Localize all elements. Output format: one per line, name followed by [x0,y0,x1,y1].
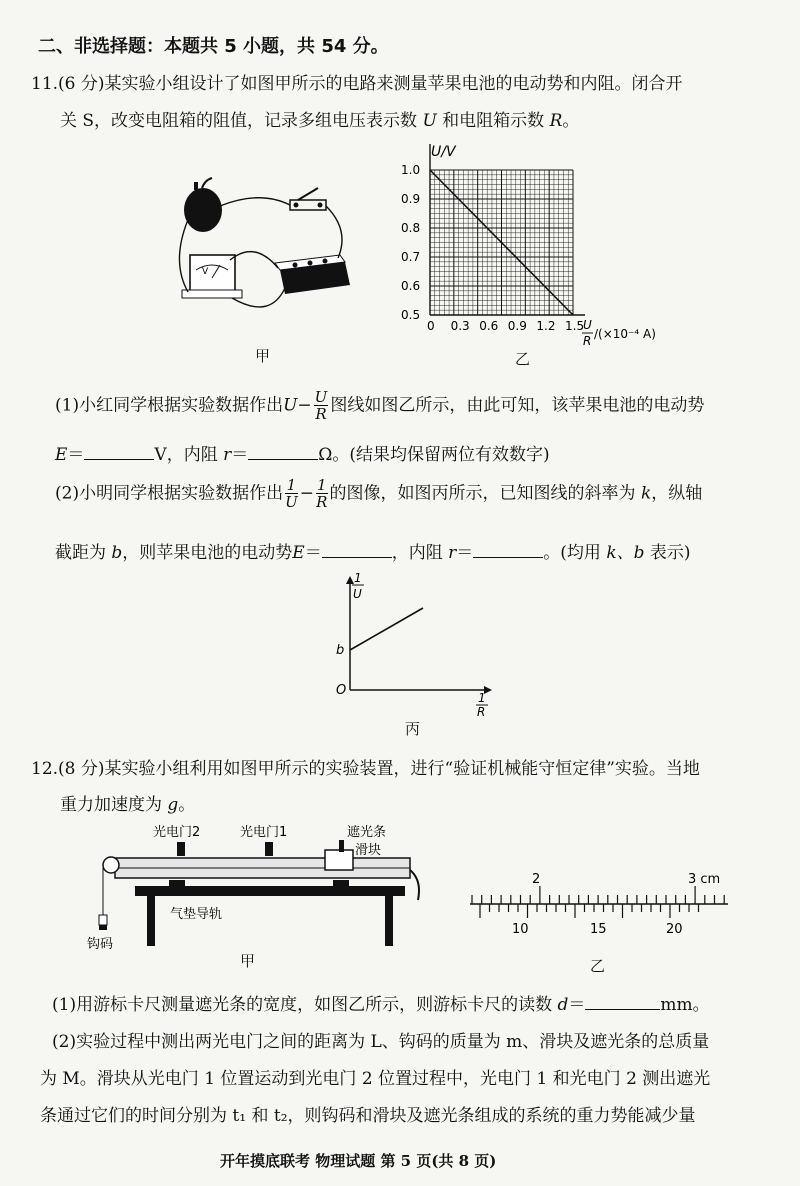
slider-block [325,850,353,870]
q11-p1-fraction [314,390,329,422]
resistance-box-icon [275,255,350,294]
section-heading: 二、非选择题：本题共 5 小题，共 54 分。 [38,36,389,57]
q11-p2-E: E [292,543,305,563]
label-slider: 滑块 [355,843,382,858]
fig11-bing-caption: 丙 [405,720,421,738]
photogate-2-icon [177,842,185,856]
q11-p2-bvar: b [111,543,123,563]
q12-stem-text: 某实验小组利用如图甲所示的实验装置，进行“验证机械能守恒定律”实验。当地 [104,759,700,779]
inverse-graph-figure [320,568,500,718]
q12-p1-a: (1)用游标卡尺测量遮光条的宽度，如图乙所示，则游标卡尺的读数 [52,995,558,1015]
q11-stem-a: 关 S，改变电阻箱的阻值，记录多组电压表示数 [60,111,423,131]
q12-part1 [52,990,800,1015]
main-scale-ticks [472,886,724,904]
q11-p2-f2-num: 1 [317,476,327,494]
inverse-graph-line [350,608,423,650]
q11-p1-b: 图线如图乙所示，由此可知，该苹果电池的电动势 [330,395,705,416]
fig12-jia-caption: 甲 [240,952,256,970]
chart-xfrac-num: U [583,318,592,332]
label-gate2: 光电门2 [153,825,201,840]
q11-p1-d: Ω。(结果均保留两位有效数字) [318,445,550,465]
chart-y-tick-label: 1.0 [401,163,421,177]
chart-ylabel: U/V [431,144,456,160]
q11-p2-eq1: ＝ [304,543,322,563]
q11-p2-c: ，纵轴 [651,483,703,504]
q11-p2-r: r [448,543,457,563]
page-footer: 开年摸底联考 物理试题 第 5 页(共 8 页) [220,1152,497,1170]
fig12-yi-caption: 乙 [590,957,606,975]
q11-p1-U: U [283,395,298,416]
q11-p2-frac2 [316,478,328,510]
chart-x-tick-label: 0.6 [479,319,499,333]
q11-part1-line2 [55,440,800,465]
fig11-jia-caption: 甲 [255,347,271,365]
q11-p1-minus: − [297,395,312,416]
q11-part1-line1 [55,390,800,422]
table-top [135,886,405,896]
bing-x-den: R [477,705,486,718]
q12-stem-line1 [31,754,800,779]
apple-battery-icon [184,178,222,232]
q12-p1-d: d [557,995,569,1015]
chart-y-tick-label: 0.5 [401,308,421,322]
u-vs-ur-chart [395,140,685,355]
caliper-reading-blank[interactable] [585,993,660,1010]
chart-x-tick-label: 0 [427,319,435,333]
voltmeter-icon [182,255,242,298]
chart-xfrac-den: R [583,334,592,348]
q12-p1-b: mm。 [660,995,710,1015]
q11-p2-f2-den: R [316,493,328,511]
resistance-answer-blank[interactable] [248,443,318,460]
fig11-yi-caption: 乙 [515,350,531,368]
q11-p2-d: 截距为 [55,543,112,563]
photogate-1-icon [265,842,273,856]
hook-weight-icon [99,915,107,925]
chart-x-tick-label: 0.9 [507,319,527,333]
q12-stem-a: 重力加速度为 [60,795,168,815]
q12-part2-line1: (2)实验过程中测出两光电门之间的距离为 L、钩码的质量为 m、滑块及遮光条的总质量 [52,1032,710,1052]
bing-y-num: 1 [354,571,362,585]
label-shade: 遮光条 [347,825,387,840]
q11-p1-E: E [55,445,68,465]
shading-strip [339,840,344,852]
label-weight: 钩码 [87,937,114,952]
q11-p2-f: ，内阻 [391,543,449,563]
caliper-main-label-3cm: 3 cm [688,872,721,887]
q11-number: 11. [31,74,59,94]
q11-p1-r: r [223,445,232,465]
q12-score: (8 分) [58,759,105,779]
vernier-caliper-figure [460,868,740,938]
label-gate1: 光电门1 [240,825,288,840]
q11-stem-line1 [31,69,800,94]
switch-icon [290,188,326,210]
q11-score: (6 分) [58,74,105,94]
circuit-figure [160,170,360,340]
q11-stem-line2 [60,106,800,131]
q11-p1-eq2: ＝ [231,445,249,465]
q11-p2-b: 的图像，如图丙所示，已知图线的斜率为 [329,483,641,504]
q12-p1-eq: ＝ [568,995,586,1015]
resistance-expression-blank[interactable] [473,541,543,558]
chart-y-tick-label: 0.8 [401,221,421,235]
q11-p1-a: (1)小红同学根据实验数据作出 [55,395,284,416]
chart-x-tick-label: 1.5 [565,319,585,333]
chart-xlabel-unit: /(×10⁻⁴ A) [594,327,656,341]
q11-stem-c: 。 [562,111,580,131]
q12-part2-line2: 为 M。滑块从光电门 1 位置运动到光电门 2 位置过程中，光电门 1 和光电门 2 测出遮光 [40,1069,711,1089]
chart-grid [430,144,585,315]
q11-p2-kb: k、b [606,543,645,563]
chart-ticks [401,163,584,333]
q11-p1-frac-num: U [314,388,328,406]
caliper-vernier-label-15: 15 [590,922,607,937]
chart-x-tick-label: 0.3 [450,319,470,333]
q11-p1-eq1: ＝ [67,445,85,465]
q11-p2-eq2: ＝ [456,543,474,563]
caliper-vernier-label-10: 10 [512,922,529,937]
bing-origin: O [336,683,347,698]
voltmeter-label: V [202,267,209,277]
q11-stem-b: 和电阻箱示数 [436,111,550,131]
air-track-figure [85,820,430,970]
q11-part2-line2 [55,538,800,563]
q11-p1-frac-den: R [315,405,327,423]
q11-part2-line1 [55,478,800,510]
q11-p2-f1-num: 1 [286,476,297,494]
q11-stem-text: 某实验小组设计了如图甲所示的电路来测量苹果电池的电动势和内阻。闭合开 [104,74,683,94]
chart-y-tick-label: 0.9 [401,192,421,206]
chart-x-tick-label: 1.2 [536,319,556,333]
q11-p2-frac1 [285,478,298,510]
q11-p2-g: 。(均用 [543,543,607,563]
chart-y-tick-label: 0.6 [401,279,421,293]
caliper-vernier-label-20: 20 [666,922,683,937]
caliper-main-label-2: 2 [532,872,541,887]
q11-p2-k: k [640,483,652,504]
q11-var-R: R [549,111,563,131]
q11-p2-h: 表示) [644,543,691,563]
emf-answer-blank[interactable] [84,443,154,460]
emf-expression-blank[interactable] [322,541,392,558]
q12-stem-line2 [60,790,800,815]
bing-intercept-b: b [336,643,345,658]
q11-p2-e: ，则苹果电池的电动势 [122,543,293,563]
pulley-icon [103,857,119,873]
label-rail: 气垫导轨 [170,907,223,922]
bing-y-den: U [353,587,362,601]
q11-p2-minus: − [299,483,314,504]
q12-part2-line3: 条通过它们的时间分别为 t₁ 和 t₂，则钩码和滑块及遮光条组成的系统的重力势能减少量 [40,1106,696,1126]
q11-p2-a: (2)小明同学根据实验数据作出 [55,483,284,504]
q12-stem-end: 。 [178,795,196,815]
q11-var-U: U [422,111,437,131]
q12-var-g: g [167,795,179,815]
chart-y-tick-label: 0.7 [401,250,421,264]
bing-x-num: 1 [478,691,486,705]
q12-number: 12. [31,759,59,779]
q11-p2-f1-den: U [285,493,298,511]
q11-p1-c: V，内阻 [154,445,224,465]
vernier-scale-ticks [480,904,699,918]
